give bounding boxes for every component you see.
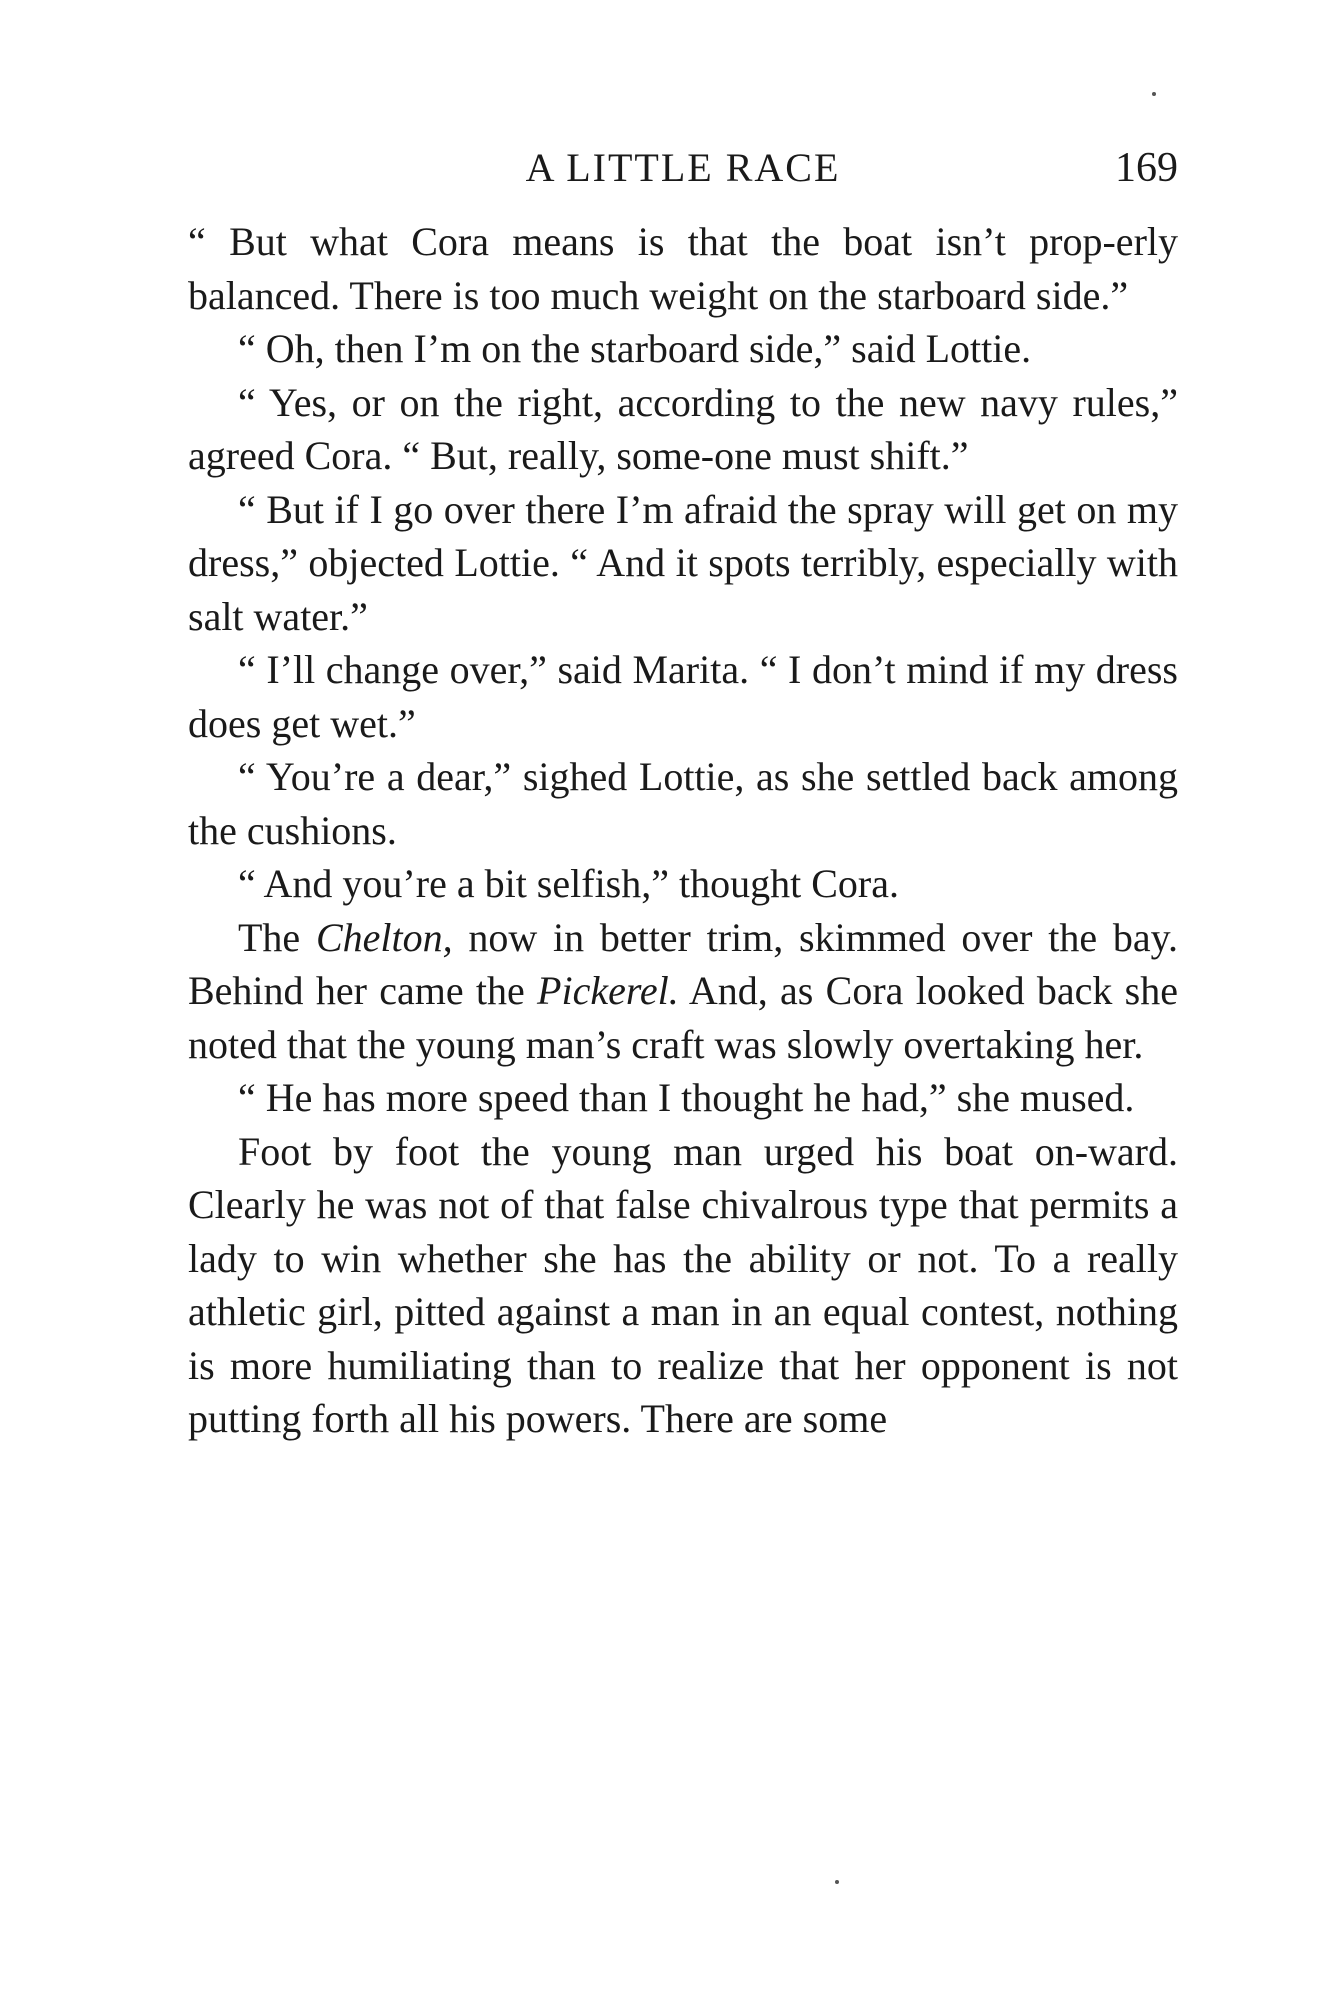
text-run: Foot by foot the young man urged his boat on-ward. Clearly he was not of that false chivalrous type that permits a lady to win whether she has the ability or not. To a really athletic girl, pitted against a man in an equal contest, nothing is more humiliating than to realize that her opponent is not putting forth all his powers. There are some xyxy=(188,1128,1178,1441)
text-run: And, as Cora looked back she noted that the young man’s craft was slowly overtaking her. xyxy=(188,968,1178,1067)
text-run: The xyxy=(238,914,316,960)
paragraph xyxy=(188,911,1178,1072)
text-run: “ He has more speed than I thought he had,” she mused. xyxy=(238,1075,1135,1120)
scan-speck xyxy=(835,1880,839,1884)
page-number: 169 xyxy=(1115,145,1178,191)
text-run: now in better trim, skimmed over the bay. Behind her came the xyxy=(188,914,1178,1013)
running-head xyxy=(188,138,1178,198)
text-run: “ And you’re a bit selfish,” thought Cora. xyxy=(238,861,899,906)
scan-speck xyxy=(1152,92,1156,96)
text-run: “ But what Cora means is that the boat isn’t prop-erly balanced. There is too much weight on the starboard side.” xyxy=(188,219,1178,318)
text-run: “ I’ll change over,” said Marita. “ I don’t mind if my dress does get wet.” xyxy=(188,647,1178,746)
paragraph xyxy=(188,376,1178,483)
paragraph xyxy=(188,483,1178,644)
paragraph xyxy=(188,1125,1178,1446)
paragraph xyxy=(188,750,1178,857)
text-run: “ Yes, or on the right, according to the new navy rules,” agreed Cora. “ But, really, some-one must shift.” xyxy=(188,379,1178,478)
paragraph xyxy=(188,1071,1178,1125)
paragraph xyxy=(188,643,1178,750)
italic-boat-name: Pickerel. xyxy=(537,968,679,1013)
body-text xyxy=(188,215,1178,1446)
paragraph xyxy=(188,857,1178,911)
text-run: “ You’re a dear,” sighed Lottie, as she settled back among the cushions. xyxy=(188,754,1178,853)
text-run: “ Oh, then I’m on the starboard side,” said Lottie. xyxy=(238,326,1032,371)
paragraph xyxy=(188,322,1178,376)
running-title: A LITTLE RACE xyxy=(525,145,841,190)
italic-boat-name: Chelton, xyxy=(315,914,453,960)
paragraph xyxy=(188,215,1178,322)
text-run: “ But if I go over there I’m afraid the spray will get on my dress,” objected Lottie. “ And it spots terribly, especially with salt water.” xyxy=(188,486,1178,639)
